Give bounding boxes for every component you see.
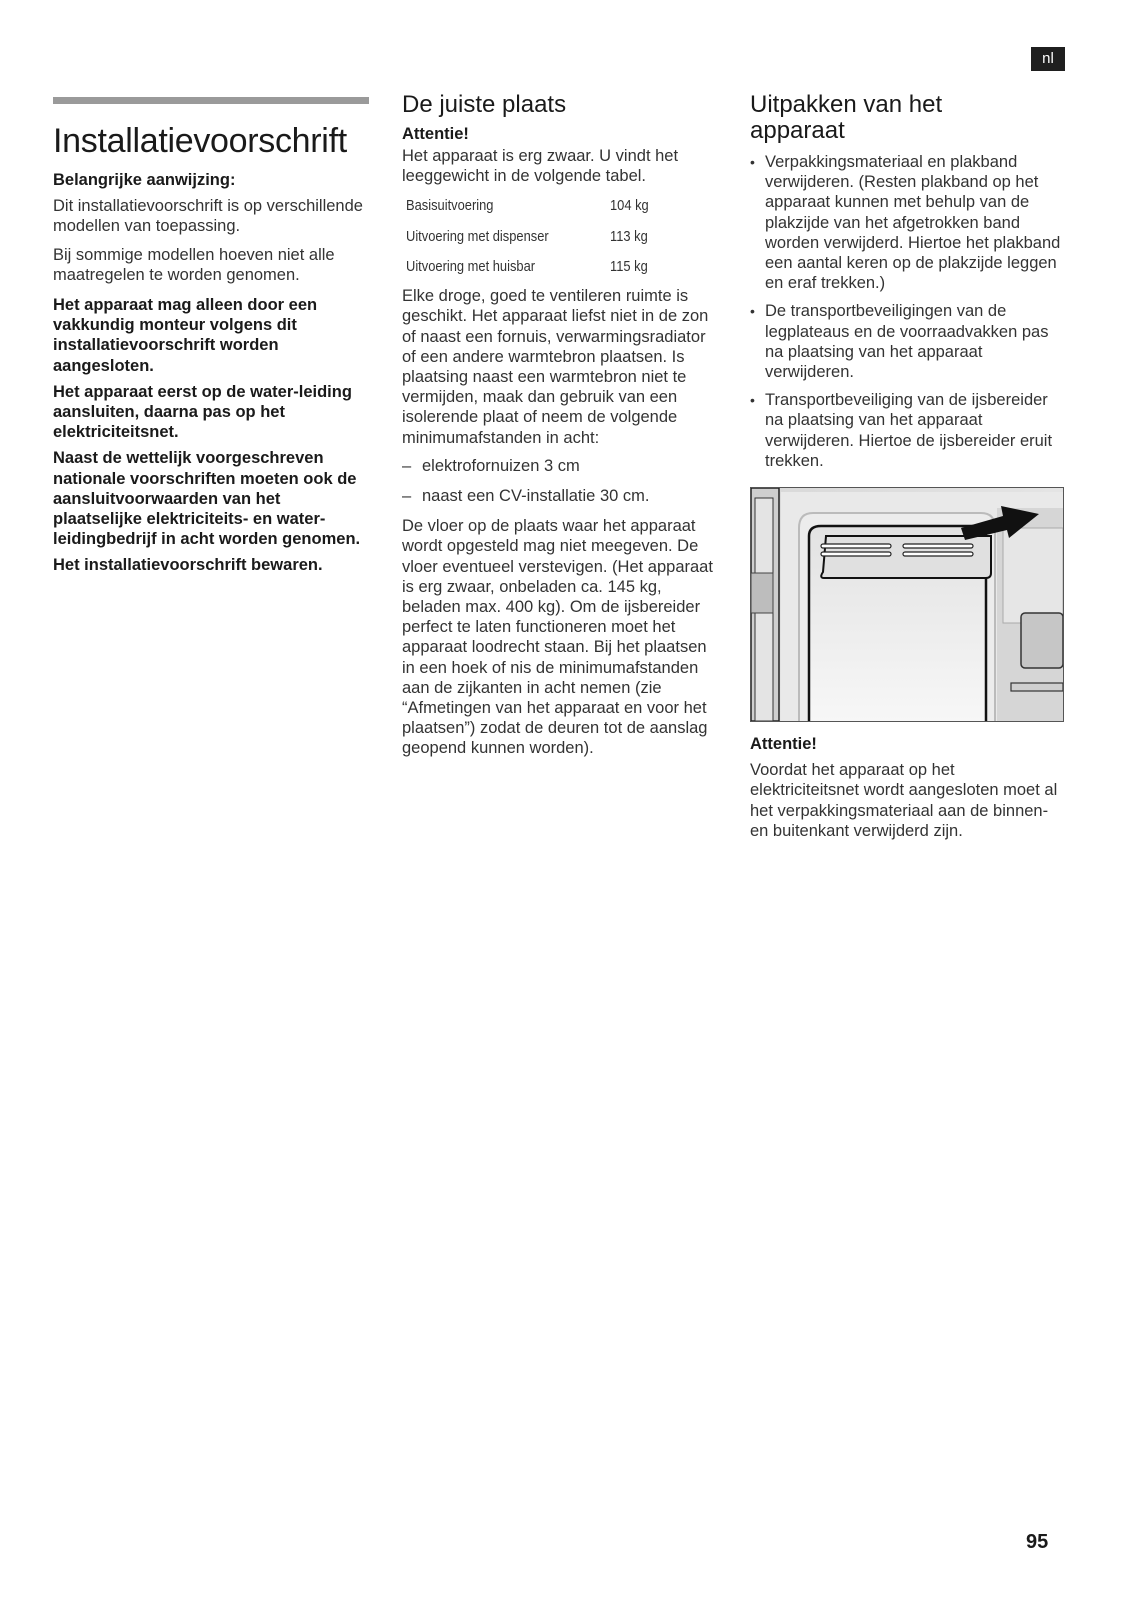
attention-label: Attentie! xyxy=(402,125,469,143)
list-item-text: De transportbeveiligingen van de legplateaus en de voorraadvakken pas na plaatsing van het apparaat verwijderen. xyxy=(765,302,1049,382)
table-cell-label: Uitvoering met dispenser xyxy=(406,227,549,245)
bullet-marker: • xyxy=(750,392,755,409)
table-cell-value: 115 kg xyxy=(610,258,648,276)
section-heading: De juiste plaats xyxy=(402,91,567,118)
table-cell-label: Basisuitvoering xyxy=(406,197,494,215)
paragraph: Elke droge, goed te ventileren ruimte is geschikt. Het apparaat liefst niet in de zon of naast een fornuis, verwarmingsradiator of een andere warmtebron plaatsen. Is plaatsing naast een warmtebron niet te vermijden, maak dan gebruik van een isolerende plaat of neem de volgende minimumafstanden in acht: xyxy=(402,287,709,447)
paragraph: Het apparaat is erg zwaar. U vindt het leeggewicht in de volgende tabel. xyxy=(402,147,679,186)
bold-paragraph: Het apparaat eerst op de water-leiding aansluiten, daarna pas op het elektriciteitsnet. xyxy=(53,382,352,442)
section-rule xyxy=(53,97,369,104)
paragraph: Bij sommige modellen hoeven niet alle maatregelen te worden genomen. xyxy=(53,245,335,284)
table-cell-value: 113 kg xyxy=(610,227,648,245)
attention-text: Voordat het apparaat op het elektriciteitsnet wordt aangesloten moet al het verpakkingsmateriaal aan de binnen- en buitenkant verwijderd zijn. xyxy=(750,761,1058,840)
important-note-heading: Belangrijke aanwijzing: xyxy=(53,171,236,189)
attention-label: Attentie! xyxy=(750,735,817,754)
paragraph: Dit installatievoorschrift is op verschillende modellen van toepassing. xyxy=(53,197,363,236)
table-cell-value: 104 kg xyxy=(610,197,649,215)
list-item xyxy=(750,390,1068,471)
list-item-text: Transportbeveiliging van de ijsbereider na plaatsing van het apparaat verwijderen. Hiertoe de ijsbereider eruit trekken. xyxy=(765,391,1053,470)
table-row xyxy=(406,191,690,222)
bold-paragraph: Het apparaat mag alleen door een vakkundig monteur volgens dit installatievoorschrift worden aangesloten. xyxy=(53,296,318,375)
list-item xyxy=(402,456,722,476)
list-item-text: naast een CV-installatie 30 cm. xyxy=(422,486,650,505)
list-item xyxy=(402,486,722,506)
language-tab: nl xyxy=(1031,47,1065,71)
list-item xyxy=(750,301,1068,382)
table-cell-label: Uitvoering met huisbar xyxy=(406,258,536,276)
ice-maker-drawing xyxy=(751,488,1063,721)
bullet-marker: • xyxy=(750,154,755,170)
weight-table xyxy=(406,191,690,283)
page-number: 95 xyxy=(1026,1531,1049,1553)
bullet-marker: • xyxy=(750,303,755,320)
dash-marker: – xyxy=(402,456,412,475)
list-item xyxy=(750,152,1068,293)
page-title: Installatievoorschrift xyxy=(53,122,347,160)
list-item-text: elektrofornuizen 3 cm xyxy=(422,456,580,475)
dash-marker: – xyxy=(402,486,412,505)
table-row xyxy=(406,221,690,252)
ice-maker-illustration xyxy=(750,487,1064,722)
paragraph: De vloer op de plaats waar het apparaat wordt opgesteld mag niet meegeven. De vloer eventueel verstevigen. (Het apparaat is erg zwaar, onbeladen ca. 145 kg, beladen max. 400 kg). Om de ijsbereider perfect te laten functioneren moet het apparaat loodrecht staan. Bij het plaatsen in een hoek of nis de minimumafstanden aan de zijkanten in acht nemen (zie “Afmetingen van het apparaat en voor het plaatsen”) zodat de deuren tot de aanslag geopend kunnen worden). xyxy=(402,517,713,758)
bold-paragraph: Naast de wettelijk voorgeschreven nationale voorschriften moeten ook de aansluitvoorwaarden van het plaatselijke elektriciteits- en water-leidingbedrijf in acht worden genomen. xyxy=(53,449,361,549)
bold-paragraph: Het installatievoorschrift bewaren. xyxy=(53,556,323,575)
section-heading: Uitpakken van het apparaat xyxy=(750,91,943,144)
list-item-text: Verpakkingsmateriaal en plakband verwijderen. (Resten plakband op het apparaat kunnen met behulp van de plakzijde van het afgetrokken band worden verwijderd. Hiertoe het plakband een aantal keren op de plakzijde leggen en eraf trekken.) xyxy=(765,153,1061,293)
table-row xyxy=(406,252,690,283)
